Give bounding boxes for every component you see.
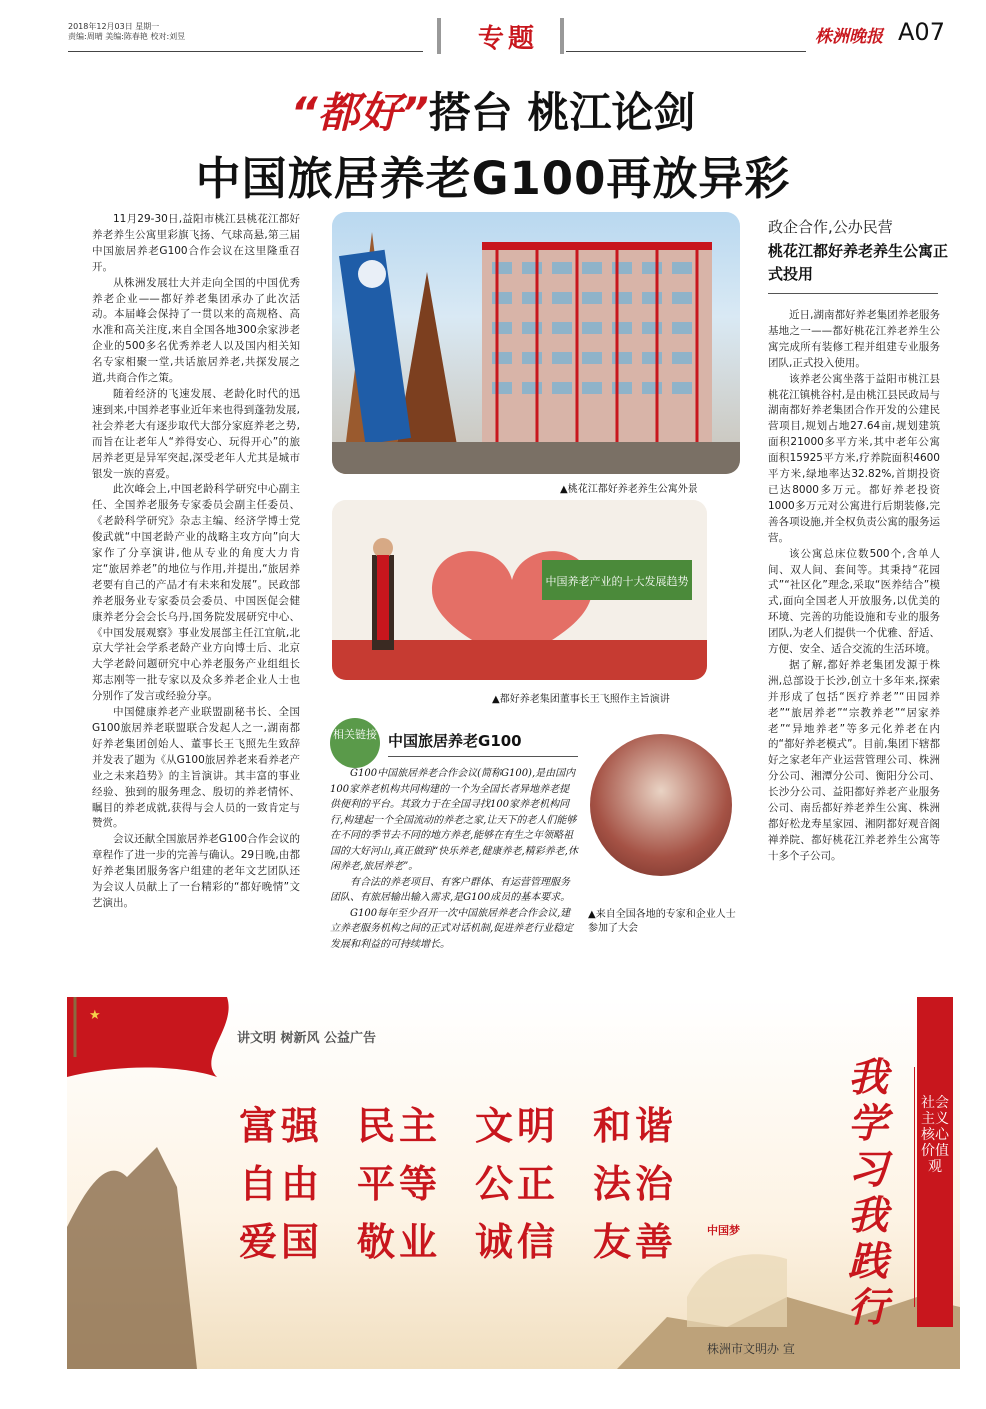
value-word: 法治 bbox=[593, 1161, 678, 1206]
photo-caption-audience: ▲来自全国各地的专家和企业人士参加了大会 bbox=[588, 909, 736, 934]
building-illustration bbox=[332, 212, 740, 474]
banner-text: 中国养老产业的十大发展趋势 bbox=[545, 575, 689, 588]
public-service-ad bbox=[67, 997, 960, 1369]
values-row bbox=[239, 1213, 711, 1271]
value-word: 民主 bbox=[357, 1103, 442, 1148]
headline-line2: 中国旅居养老G100再放异彩 bbox=[195, 152, 791, 205]
header-bar-left bbox=[437, 18, 441, 54]
headline-quote: “都好” bbox=[290, 88, 429, 137]
issue-date: 2018年12月03日 星期一 bbox=[68, 22, 160, 31]
sidebar-paragraph: 该养老公寓坐落于益阳市桃江县桃花江镇桃谷村,是由桃江县民政局与湖南都好养老集团合作开发的公建民营项目,规划占地27.64亩,规划建筑面积21000多平方米,其中老年公寓面积15925平方米,疗养院面积4600平方米,绿地率达32.82%,首期投资已达8000多万元。都好养老投资1000多万元对公寓进行后期装修,完善各项设施,并全权负责公寓的服务运营。 bbox=[768, 372, 940, 544]
sidebar-paragraph: 该公寓总床位数500个,含单人间、双人间、套间等。其秉持“花园式”“社区化”理念,采取“医养结合”模式,面向全国老人开放服务,以优美的环境、完善的功能设施和专业的服务团队,为老人们提供一个优雅、舒适、方便、安全、适合交流的生活环境。 bbox=[768, 547, 940, 656]
header-rule-left bbox=[68, 51, 423, 52]
sidebar-kicker: 政企合作,公办民营 bbox=[768, 218, 893, 236]
flag-star-icon: ★ bbox=[89, 1008, 101, 1023]
core-values bbox=[239, 1097, 711, 1271]
article-paragraph: 11月29-30日,益阳市桃江县桃花江都好养老养生公寓里彩旗飞扬、气球高悬,第三届中国旅居养老G100合作会议在这里隆重召开。 bbox=[92, 213, 300, 273]
ad-slogan: 讲文明 树新风 公益广告 bbox=[237, 1031, 377, 1046]
value-word: 公正 bbox=[475, 1161, 560, 1206]
values-row bbox=[239, 1155, 711, 1213]
value-word: 文明 bbox=[475, 1103, 560, 1148]
main-article bbox=[92, 212, 300, 912]
value-word: 爱国 bbox=[239, 1219, 324, 1264]
related-paragraph: G100每年至少召开一次中国旅居养老合作会议,建立养老服务机构之间的正式对话机制,促进养老行业稳定发展和利益的可持续增长。 bbox=[330, 907, 574, 950]
page-number: A07 bbox=[898, 18, 945, 46]
value-word: 自由 bbox=[239, 1161, 324, 1206]
related-paragraph: G100中国旅居养老合作会议(简称G100),是由国内100家养老机构共同构建的一个为全国长者异地养老提供便利的平台。其致力于在全国寻找100家养老机构同行,构建起一个全国流动的养老之家,让天下的老人们能够在不同的季节去不同的地方养老,能够在有生之年领略祖国的大好河山,真正做到“快乐养老,健康养老,精彩养老,休闲养老,旅居养老”。 bbox=[330, 768, 578, 872]
photo-speech bbox=[332, 500, 707, 680]
value-word: 平等 bbox=[357, 1161, 442, 1206]
article-paragraph: 中国健康养老产业联盟副秘书长、全国G100旅居养老联盟联合发起人之一,湖南都好养老集团创始人、董事长王飞照先生致辞并发表了题为《从G100旅居养老来看养老产业之未来趋势》的主旨演讲。其丰富的事业经验、独到的服务理念、殷切的养老情怀、瞩目的养老成就,获得与会人员的一致肯定与赞赏。 bbox=[92, 706, 300, 830]
sidebar-headline: 桃花江都好养老养生公寓正式投用 bbox=[768, 242, 949, 283]
value-word: 敬业 bbox=[357, 1219, 442, 1264]
article-paragraph: 会议还献全国旅居养老G100合作会议的章程作了进一步的完善与确认。29日晚,由都好养老集团服务客户组建的老年文艺团队还为会议人员献上了一台精彩的“都好晚情”文艺演出。 bbox=[92, 833, 300, 909]
sidebar-rule bbox=[768, 293, 938, 294]
article-paragraph: 从株洲发展壮大并走向全国的中国优秀养老企业——都好养老集团承办了此次活动。本届峰会保持了一贯以来的高规格、高水准和高关注度,来自全国各地300余家涉老企业的500多名优秀养老人以及国内相关知名专家相聚一堂,共话旅居养老,共探发展之道,共商合作之策。 bbox=[92, 276, 300, 385]
related-body bbox=[330, 766, 578, 952]
article-paragraph: 此次峰会上,中国老龄科学研究中心副主任、全国养老服务专家委员会副主任委员、《老龄科学研究》杂志主编、经济学博士党俊武就“中国老龄产业的战略主攻方向”向大家作了分享演讲,他从专业的角度大力肯定“旅居养老”的地位与作用,并提出,“旅居养老要有自己的产品才有未来和发展”。民政部养老服务业专家委员会委员、中国医促会健康养老分会会长乌丹,国务院发展研究中心、《中国发展观察》事业发展部主任江宜航,北京大学社会学系老龄产业方向博士后、北京大学老龄问题研究中心养老服务产业组组长郑志刚等一批专家以及众多养老企业人士也分别作了发言或经验分享。 bbox=[92, 483, 300, 703]
photo-caption-building: ▲桃花江都好养老养生公寓外景 bbox=[560, 484, 698, 495]
header-bar-right bbox=[560, 18, 564, 54]
values-row bbox=[239, 1097, 711, 1155]
header-rule-right bbox=[566, 51, 806, 52]
china-dream-stamp: 中国梦 bbox=[707, 1224, 740, 1237]
value-word: 诚信 bbox=[475, 1219, 560, 1264]
issue-editors: 责编:周晴 美编:陈春艳 校对:刘昱 bbox=[68, 32, 186, 41]
related-title: 中国旅居养老G100 bbox=[388, 732, 522, 750]
value-word: 和谐 bbox=[593, 1103, 678, 1148]
issue-meta bbox=[68, 22, 185, 42]
photo-caption-speech: ▲都好养老集团董事长王飞照作主旨演讲 bbox=[492, 694, 670, 705]
section-title: 专题 bbox=[477, 24, 538, 54]
value-word: 友善 bbox=[593, 1219, 678, 1264]
ad-publisher: 株洲市文明办 宣 bbox=[707, 1342, 795, 1356]
newspaper-logo: 株洲晚报 bbox=[815, 27, 883, 47]
related-paragraph: 有合法的养老项目、有客户群体、有运营管理服务团队、有旅居输出输入需求,是G100成员的基本要求。 bbox=[330, 876, 571, 903]
photo-audience bbox=[590, 734, 732, 876]
photo-building bbox=[332, 212, 740, 474]
headline-line1 bbox=[0, 80, 986, 140]
stage-illustration bbox=[332, 500, 707, 680]
sidebar-paragraph: 近日,湖南都好养老集团养老服务基地之一——都好桃花江养老养生公寓完成所有装修工程并组建专业服务团队,正式投入使用。 bbox=[768, 309, 940, 369]
sidebar-article bbox=[768, 308, 940, 865]
related-title-rule bbox=[388, 756, 578, 757]
sidebar-paragraph: 据了解,都好养老集团发源于株洲,总部设于长沙,创立十多年来,探索并形成了包括“医疗养老”“田园养老”“旅居养老”“宗教养老”“居家养老”“异地养老”等多元化养老在内的“都好养老模式”。目前,集团下辖都好之家老年产业运营管理公司、株洲分公司、湘潭分公司、衡阳分公司、长沙分公司、益阳都好养老产业服务公司、南岳都好养老养生公寓、株洲都好松龙寿星家园、湘阴都好观音阁禅养院、都好桃花江养老养生公寓等十多个子公司。 bbox=[768, 658, 940, 862]
headline-rest: 搭台 桃江论剑 bbox=[428, 88, 696, 137]
ad-vertical-text: 社会主义核心价值观 bbox=[921, 1095, 949, 1175]
ad-calligraphy: 我学习我践行 bbox=[848, 1054, 888, 1331]
ad-vertical-rule bbox=[914, 1067, 915, 1307]
related-badge: 相关链接 bbox=[330, 718, 380, 768]
value-word: 富强 bbox=[239, 1103, 324, 1148]
article-paragraph: 随着经济的飞速发展、老龄化时代的迅速到来,中国养老事业近年来也得到蓬勃发展,社会养老大有逐步取代大部分家庭养老之势,而旨在让老年人“养得安心、玩得开心”的旅居养老更是异军突起,深受老年人尤其是城市银发一族的喜爱。 bbox=[92, 387, 300, 480]
